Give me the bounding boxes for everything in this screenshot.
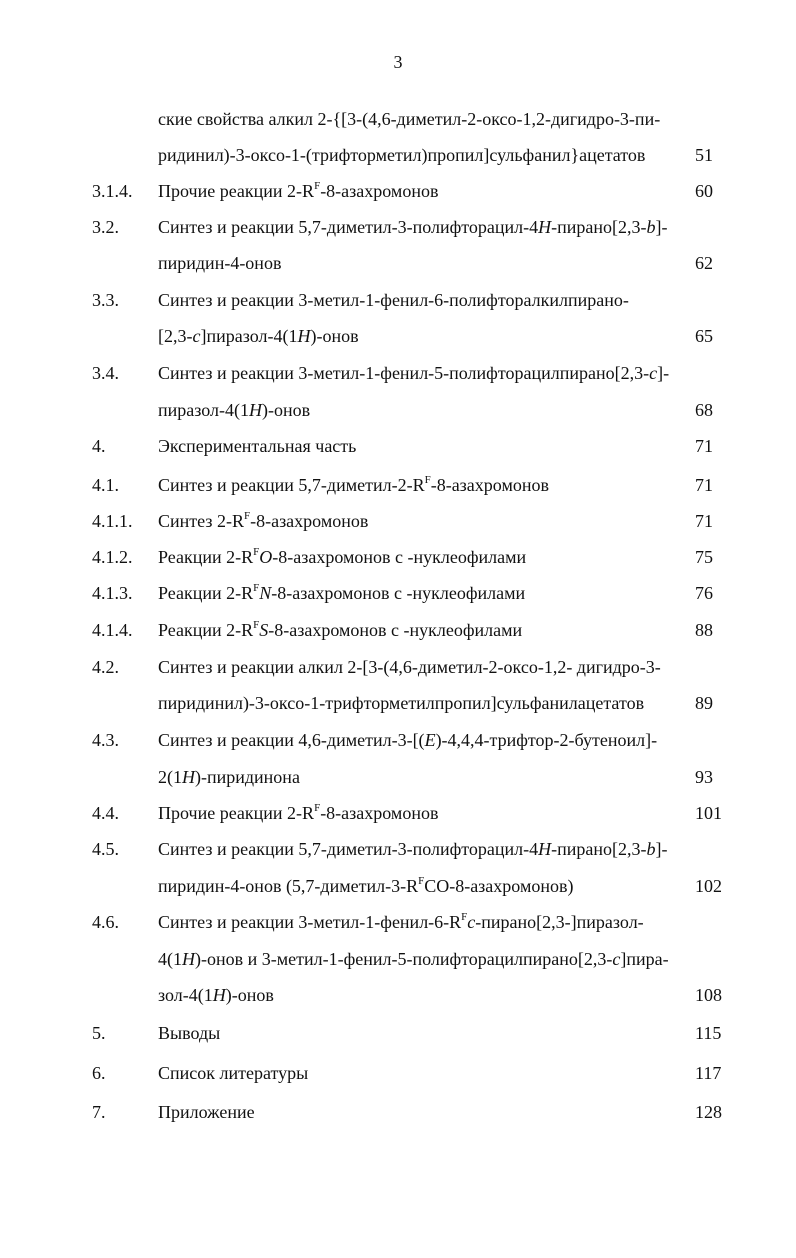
toc-entry-title — [158, 435, 356, 457]
title-text: Экспериментальная часть — [158, 436, 357, 456]
title-text: -8-азахромонов с — [271, 583, 407, 603]
toc-entry-number: 4.6. — [92, 912, 119, 932]
superscript: F — [418, 875, 425, 887]
title-text: -пирано[2,3- — [551, 839, 647, 859]
title-text: -нуклеофилами — [406, 583, 526, 603]
superscript: F — [253, 619, 260, 631]
title-text: Прочие реакции 2-R — [158, 181, 315, 201]
superscript: F — [314, 180, 321, 192]
italic-symbol: H — [297, 326, 311, 346]
title-text: ские свойства алкил 2-{[3-(4,6-диметил-2-оксо-1,2-дигидро-3-пи- — [158, 109, 661, 129]
toc-entry-title — [158, 216, 667, 238]
title-text: -8-азахромонов — [320, 803, 439, 823]
title-text: Синтез и реакции 3-метил-1-фенил-5-полифторацилпирано[2,3- — [158, 363, 650, 383]
toc-entry-title — [158, 802, 438, 824]
italic-symbol: E — [424, 730, 436, 750]
title-text: -8-азахромонов с — [272, 547, 408, 567]
superscript: F — [253, 582, 260, 594]
italic-symbol: H — [212, 985, 226, 1005]
title-text: -8-азахромонов — [250, 511, 369, 531]
toc-entry-page: 51 — [695, 145, 713, 165]
italic-symbol: b — [646, 217, 656, 237]
toc-entry-page: 115 — [695, 1023, 722, 1043]
italic-symbol: S — [259, 620, 269, 640]
toc-entry-title — [158, 546, 526, 568]
title-text: CO-8-азахромонов) — [424, 876, 574, 896]
toc-entry-title — [158, 252, 281, 274]
title-text: Синтез и реакции 4,6-диметил-3-[( — [158, 730, 425, 750]
title-text: Синтез и реакции 3-метил-1-фенил-6-R — [158, 912, 462, 932]
page-number: 3 — [393, 52, 403, 72]
toc-entry-page: 71 — [695, 436, 713, 456]
title-text: )-4,4,4-трифтор-2-бутеноил]- — [435, 730, 658, 750]
title-text: пиридинил)-3-оксо-1-трифторметилпропил]сульфанилацетатов — [158, 693, 645, 713]
toc-entry-number: 5. — [92, 1023, 106, 1043]
toc-entry-title — [158, 108, 660, 130]
toc-entry-title — [158, 619, 522, 641]
toc-entry-title — [158, 948, 669, 970]
title-text: )-онов — [262, 400, 311, 420]
title-text: Реакции 2-R — [158, 583, 254, 603]
toc-entry-number: 4. — [92, 436, 106, 456]
title-text: пиридин-4-онов — [158, 253, 282, 273]
toc-entry-page: 68 — [695, 400, 713, 420]
title-text: -8-азахромонов — [430, 475, 549, 495]
title-text: Реакции 2-R — [158, 547, 254, 567]
toc-entry-number: 4.1.1. — [92, 511, 133, 531]
toc-entry-number: 4.3. — [92, 730, 119, 750]
title-text: )-онов — [310, 326, 359, 346]
title-text: Синтез и реакции 3-метил-1-фенил-6-полифторалкилпирано- — [158, 290, 629, 310]
title-text: ]пиразол- — [570, 912, 644, 932]
toc-entry-title — [158, 875, 573, 897]
superscript: F — [243, 510, 251, 522]
toc-entry-title — [158, 510, 368, 532]
toc-entry-number: 7. — [92, 1102, 106, 1122]
toc-entry-number: 3.2. — [92, 217, 119, 237]
title-text: Список литературы — [158, 1063, 309, 1083]
title-text: ]пиразол-4(1 — [200, 326, 298, 346]
title-text: -нуклеофилами — [407, 547, 527, 567]
italic-symbol: N — [259, 583, 272, 603]
toc-entry-title — [158, 692, 644, 714]
toc-entry-page: 102 — [695, 876, 722, 896]
toc-entry-page: 128 — [695, 1102, 722, 1122]
toc-entry-page: 117 — [695, 1063, 722, 1083]
toc-entry-title — [158, 474, 549, 496]
title-text: Синтез и реакции алкил 2-[3-(4,6-диметил-2-оксо-1,2- дигидро-3- — [158, 657, 661, 677]
title-text: ридинил)-3-оксо-1-(трифторметил)пропил]сульфанил}ацетатов — [158, 145, 646, 165]
toc-entry-title — [158, 729, 657, 751]
italic-symbol: H — [182, 767, 195, 787]
title-text: ]пира- — [620, 949, 669, 969]
toc-entry-title — [158, 766, 300, 788]
toc-entry-title — [158, 656, 661, 678]
toc-entry-page: 71 — [695, 511, 713, 531]
title-text: )-онов и 3-метил-1-фенил-5-полифторацилпирано[2,3- — [195, 949, 613, 969]
toc-entry-title — [158, 180, 438, 202]
toc-entry-number: 4.1.2. — [92, 547, 133, 567]
title-text: [2,3- — [158, 326, 193, 346]
title-text: -пирано[2,3- — [551, 217, 647, 237]
title-text: -нуклеофилами — [403, 620, 523, 640]
title-text: Синтез и реакции 5,7-диметил-3-полифторацил-4 — [158, 217, 539, 237]
title-text: ]- — [655, 839, 668, 859]
italic-symbol: c — [612, 949, 621, 969]
superscript: F — [461, 911, 468, 923]
title-text: ]- — [655, 217, 668, 237]
toc-entry-title — [158, 582, 525, 604]
toc-entry-title — [158, 1022, 220, 1044]
superscript: F — [253, 546, 260, 558]
toc-entry-page: 88 — [695, 620, 713, 640]
title-text: -8-азахромонов с — [268, 620, 404, 640]
title-text: Выводы — [158, 1023, 221, 1043]
title-text: Синтез и реакции 5,7-диметил-3-полифторацил-4 — [158, 839, 539, 859]
toc-entry-title — [158, 289, 629, 311]
italic-symbol: c — [649, 363, 658, 383]
toc-entry-number: 4.1.4. — [92, 620, 133, 640]
toc-entry-number: 6. — [92, 1063, 106, 1083]
toc-entry-number: 4.5. — [92, 839, 119, 859]
superscript: F — [314, 802, 321, 814]
title-text: пиридин-4-онов (5,7-диметил-3-R — [158, 876, 419, 896]
title-text: Реакции 2-R — [158, 620, 254, 640]
italic-symbol: b — [646, 839, 656, 859]
toc-entry-page: 75 — [695, 547, 713, 567]
toc-entry-page: 93 — [695, 767, 713, 787]
toc-entry-number: 3.1.4. — [92, 181, 133, 201]
toc-entry-title — [158, 911, 644, 933]
toc-entry-title — [158, 984, 274, 1006]
italic-symbol: H — [538, 217, 552, 237]
italic-symbol: c — [192, 326, 201, 346]
superscript: F — [424, 474, 431, 486]
italic-symbol: c — [467, 912, 476, 932]
title-text: зол-4(1 — [158, 985, 213, 1005]
title-text: -пирано[2,3- — [475, 912, 571, 932]
italic-symbol: H — [182, 949, 195, 969]
toc-entry-page: 76 — [695, 583, 713, 603]
italic-symbol: H — [538, 839, 552, 859]
title-text: 4(1 — [158, 949, 182, 969]
toc-entry-title — [158, 1062, 308, 1084]
title-text: )-онов — [225, 985, 274, 1005]
title-text: 2(1 — [158, 767, 182, 787]
toc-entry-title — [158, 362, 669, 384]
title-text: )-пиридинона — [195, 767, 300, 787]
title-text: -8-азахромонов — [320, 181, 439, 201]
toc-entry-number: 3.4. — [92, 363, 119, 383]
toc-entry-page: 89 — [695, 693, 713, 713]
italic-symbol: H — [249, 400, 262, 420]
toc-entry-number: 4.1.3. — [92, 583, 133, 603]
toc-entry-title — [158, 399, 310, 421]
toc-entry-page: 60 — [695, 181, 713, 201]
toc-entry-title — [158, 838, 667, 860]
toc-entry-page: 71 — [695, 475, 713, 495]
toc-entry-number: 4.1. — [92, 475, 119, 495]
title-text: Синтез 2-R — [158, 511, 244, 531]
toc-entry-title — [158, 325, 359, 347]
title-text: Приложение — [158, 1102, 255, 1122]
title-text: Синтез и реакции 5,7-диметил-2-R — [158, 475, 425, 495]
toc-entry-page: 101 — [695, 803, 722, 823]
toc-entry-page: 108 — [695, 985, 722, 1005]
italic-symbol: O — [259, 547, 273, 567]
toc-entry-title — [158, 1101, 255, 1123]
title-text: ]- — [657, 363, 670, 383]
title-text: Прочие реакции 2-R — [158, 803, 315, 823]
toc-entry-number: 4.2. — [92, 657, 119, 677]
toc-entry-page: 62 — [695, 253, 713, 273]
toc-entry-number: 4.4. — [92, 803, 119, 823]
toc-entry-title — [158, 144, 645, 166]
toc-entry-number: 3.3. — [92, 290, 119, 310]
title-text: пиразол-4(1 — [158, 400, 249, 420]
toc-entry-page: 65 — [695, 326, 713, 346]
